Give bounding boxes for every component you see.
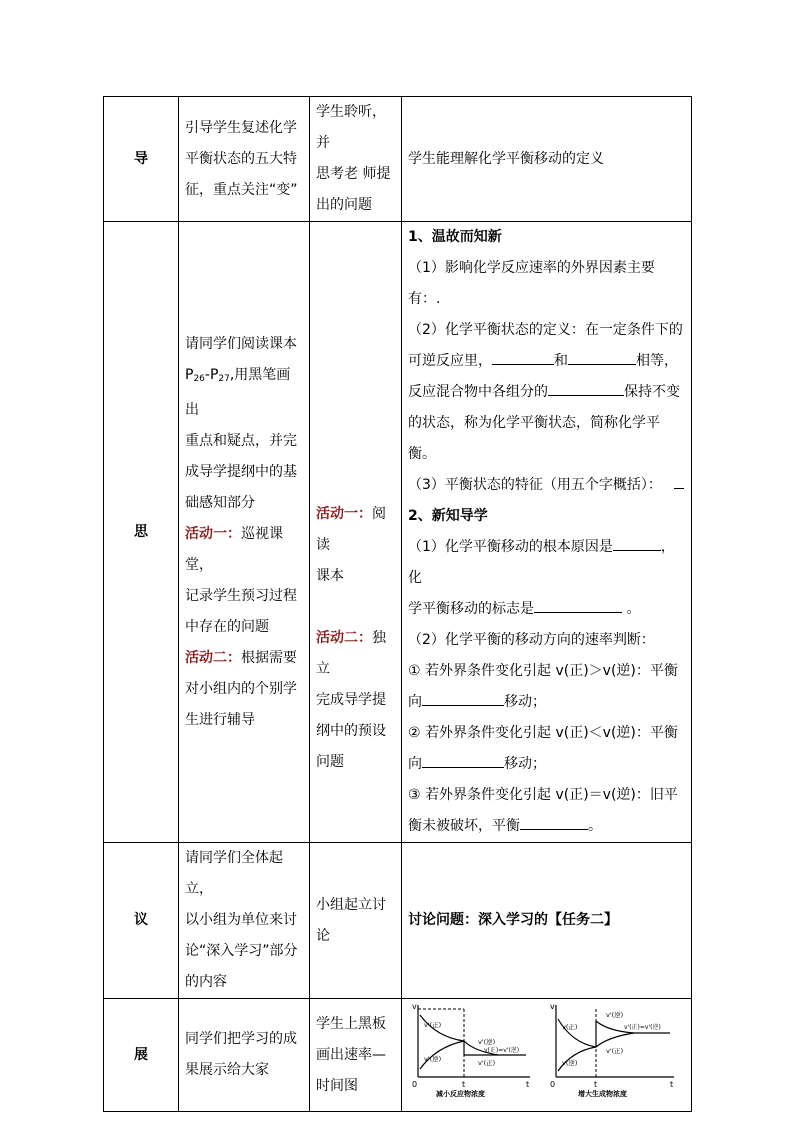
yi-teacher-cell — [179, 843, 310, 999]
dao-student-cell — [310, 97, 402, 222]
dao-teacher-line: 引导学生复述化学 — [185, 119, 297, 136]
t-axis-label: t — [670, 1080, 674, 1089]
si-teacher-line: 础感知部分 — [185, 494, 255, 511]
yi-teacher-line: 论“深入学习”部分 — [185, 943, 298, 959]
v-axis-label: v — [412, 1002, 417, 1011]
activity-one-student: 活动一：阅读 — [316, 506, 386, 553]
content-line: ① 若外界条件变化引起 v(正)＞v(逆)：平衡 — [408, 663, 678, 679]
yi-teacher-line: 以小组为单位来讨 — [185, 912, 297, 928]
content-line: 反应混合物中各组分的 保持不变 — [408, 377, 685, 408]
yi-teacher-line: 的内容 — [185, 974, 227, 990]
si-student-line: 完成导学提 — [316, 692, 386, 708]
content-line: （1）化学平衡移动的根本原因是 ，化 — [408, 532, 685, 594]
activity-one-teacher: 活动一：巡视课堂， — [185, 525, 283, 573]
zhan-student-line: 学生上黑板 — [316, 1015, 386, 1032]
dao-goal-cell: 学生能理解化学平衡移动的定义 — [402, 97, 692, 222]
zhan-teacher-cell — [179, 999, 310, 1112]
content-line: （3）平衡状态的特征（用五个字概括）： — [408, 470, 685, 501]
row-zhan — [104, 999, 692, 1112]
stage-si: 思 — [104, 222, 179, 843]
si-content-cell — [402, 222, 692, 843]
row-si — [104, 222, 692, 843]
stage-yi: 议 — [104, 843, 179, 999]
label-fwd: v(正) — [562, 1023, 578, 1031]
content-line: 向 移动； — [408, 687, 685, 718]
dao-student-line: 出的问题 — [316, 197, 372, 213]
si-teacher-line: 记录学生预习过程 — [185, 587, 297, 604]
content-line: 可逆反应里， 和 相等， — [408, 346, 685, 377]
si-student-cell — [310, 222, 402, 843]
content-line: 的状态，称为化学平衡状态，简称化学平衡。 — [408, 415, 660, 462]
label-rev: v'(逆) — [424, 1055, 442, 1063]
yi-teacher-line: 请同学们全体起立， — [185, 850, 283, 897]
zhan-student-line: 画出速率— — [316, 1046, 386, 1063]
row-yi — [104, 843, 692, 999]
rate-time-graph-2 — [550, 1002, 674, 1098]
si-teacher-line: 成导学提纲中的基 — [185, 463, 297, 480]
t1-label: t — [462, 1080, 466, 1089]
si-teacher-line: 对小组内的个别学 — [185, 680, 297, 697]
origin-label: 0 — [412, 1080, 418, 1089]
label-fwd: v'(正) — [424, 1021, 442, 1029]
label-rev2: v'(逆) — [478, 1038, 496, 1046]
zhan-teacher-line: 同学们把学习的成 — [185, 1031, 297, 1047]
si-teacher-line: 中存在的问题 — [185, 618, 269, 635]
dao-student-line: 思考老 师提 — [316, 166, 391, 182]
yi-student-cell — [310, 843, 402, 999]
lesson-plan-table — [103, 96, 692, 1112]
content-line: ② 若外界条件变化引起 v(正)＜v(逆)：平衡 — [408, 725, 678, 741]
label-rev2: v'(逆) — [606, 1011, 624, 1019]
rate-time-graphs — [402, 999, 692, 1099]
row-dao — [104, 97, 692, 222]
si-teacher-line: 生进行辅导 — [185, 711, 255, 728]
activity-two-student: 活动二：独立 — [316, 630, 386, 677]
dao-teacher-cell — [179, 97, 310, 222]
origin-label: 0 — [550, 1080, 556, 1089]
si-teacher-line: 重点和疑点，并完 — [185, 432, 297, 449]
label-eq: v'(正)=v'(逆) — [624, 1024, 661, 1031]
content-line: 向 移动； — [408, 749, 685, 780]
zhan-student-line: 时间图 — [316, 1077, 358, 1094]
zhan-graph-cell — [402, 999, 692, 1112]
zhan-student-cell — [310, 999, 402, 1112]
dao-teacher-line: 征，重点关注“变” — [185, 181, 298, 198]
content-line: 衡未被破坏，平衡 。 — [408, 811, 685, 842]
si-student-line: 纲中的预设 — [316, 723, 386, 739]
activity-two-teacher: 活动二：根据需要 — [185, 649, 297, 666]
graph-caption: 减小反应物浓度 — [436, 1090, 485, 1098]
si-student-line: 问题 — [316, 754, 344, 770]
si-teacher-cell — [179, 222, 310, 843]
t-axis-label: t — [526, 1080, 530, 1089]
graph-caption: 增大生成物浓度 — [578, 1090, 627, 1098]
si-student-line: 课本 — [316, 568, 344, 584]
rate-time-graph-1 — [412, 1002, 530, 1098]
v-axis-label: v — [550, 1002, 555, 1011]
si-teacher-line: $P_{26}-P_{27}$,用黑笔画出 — [185, 366, 291, 418]
content-line: （2）化学平衡的移动方向的速率判断： — [408, 632, 655, 648]
t1-label: t — [594, 1080, 598, 1089]
content-line: ③ 若外界条件变化引起 v(正)＝v(逆)：旧平 — [408, 787, 678, 803]
dao-teacher-line: 平衡状态的五大特 — [185, 150, 297, 167]
stage-zhan: 展 — [104, 999, 179, 1112]
content-line: （2）化学平衡状态的定义：在一定条件下的 — [408, 322, 683, 338]
label-rev: v(逆) — [562, 1059, 578, 1067]
label-eq: v(正)=v'(逆) — [484, 1047, 520, 1054]
yi-student-line: 小组起立讨 — [316, 896, 386, 913]
label-fwd2: v'(正) — [478, 1059, 496, 1067]
zhan-teacher-line: 果展示给大家 — [185, 1062, 269, 1078]
dao-student-line: 学生聆听，并 — [316, 104, 386, 151]
yi-student-line: 论 — [316, 927, 330, 944]
stage-dao: 导 — [104, 97, 179, 222]
label-fwd2: v'(正) — [606, 1047, 624, 1055]
section-heading: 2、新知导学 — [408, 508, 488, 524]
section-heading: 1、温故而知新 — [408, 229, 502, 245]
content-line: 学平衡移动的标志是 。 — [408, 594, 685, 625]
yi-goal-cell: 讨论问题：深入学习的【任务二】 — [402, 843, 692, 999]
content-line: （1）影响化学反应速率的外界因素主要有：. — [408, 260, 655, 307]
si-teacher-line: 请同学们阅读课本 — [185, 335, 297, 352]
